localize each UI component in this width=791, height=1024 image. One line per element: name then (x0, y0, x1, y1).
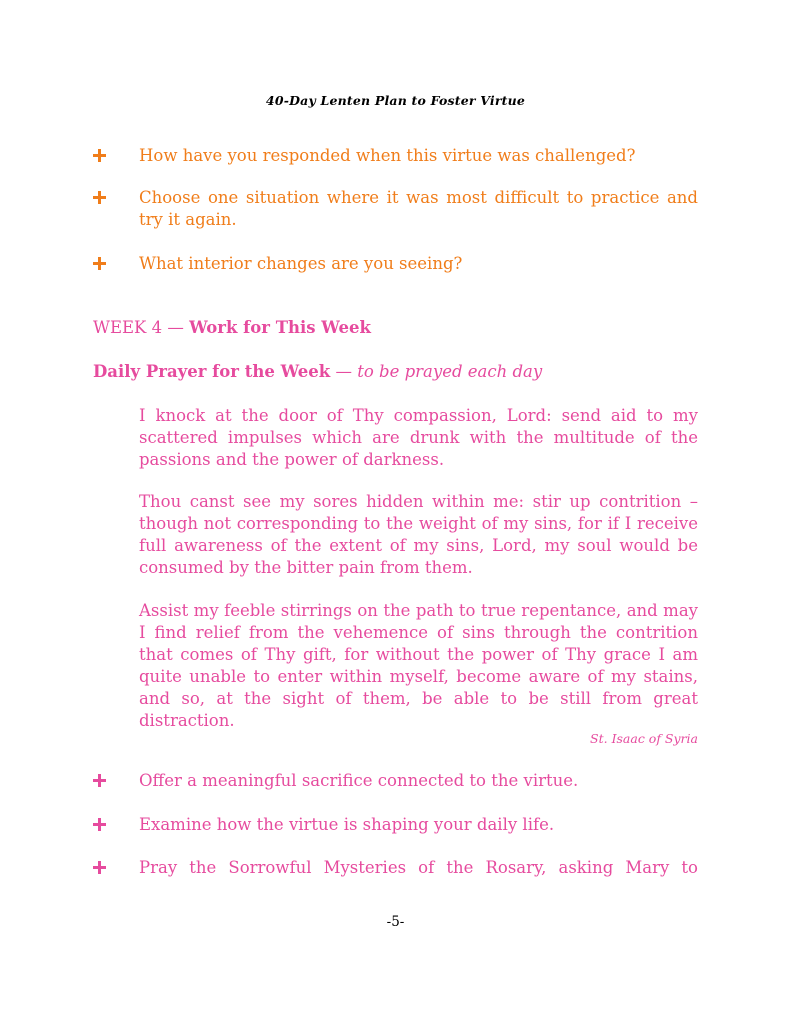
list-item (93, 857, 698, 879)
week-title: Work for This Week (189, 318, 371, 337)
list-item (93, 770, 698, 792)
prayer-title: Daily Prayer for the Week (93, 362, 331, 381)
list-item (93, 814, 698, 836)
bullet-text: What interior changes are you seeing? (139, 254, 463, 273)
cross-bullet-icon (93, 149, 106, 162)
bullet-text: Examine how the virtue is shaping your daily life. (139, 815, 555, 834)
prayer-attribution: St. Isaac of Syria (590, 731, 698, 746)
list-item (93, 145, 698, 167)
prayer-paragraph: Assist my feeble stirrings on the path to true repentance, and may I find relief from the vehemence of sins through the contrition that comes of Thy gift, for without the power of Thy grace I am quite unable to enter within myself, become aware of my stains, and so, at the sight of them, be able to be still from great distraction. (139, 601, 698, 730)
prayer-paragraph: I knock at the door of Thy compassion, Lord: send aid to my scattered impulses which are drunk with the multitude of the passions and the power of darkness. (139, 406, 698, 469)
week-heading (93, 318, 371, 337)
cross-bullet-icon (93, 861, 106, 874)
list-item (93, 187, 698, 231)
cross-bullet-icon (93, 191, 106, 204)
week-prefix: WEEK 4 — (93, 318, 190, 337)
prayer-paragraph: Thou canst see my sores hidden within me: stir up contrition – though not corresponding to the weight of my sins, for if I receive full awareness of the extent of my sins, Lord, my soul would be consumed by the bitter pain from them. (139, 492, 698, 577)
bullet-text: Offer a meaningful sacrifice connected to the virtue. (139, 771, 579, 790)
prayer-subtitle: to be prayed each day (357, 362, 543, 381)
cross-bullet-icon (93, 774, 106, 787)
cross-bullet-icon (93, 257, 106, 270)
bullet-text: How have you responded when this virtue was challenged? (139, 146, 636, 165)
bullet-text: Choose one situation where it was most difficult to practice and try it again. (139, 188, 698, 229)
cross-bullet-icon (93, 818, 106, 831)
page-number: -5- (386, 914, 405, 930)
prayer-heading (93, 362, 542, 381)
list-item (93, 253, 698, 275)
page-header-title: 40-Day Lenten Plan to Foster Virtue (265, 93, 526, 108)
prayer-dash: — (330, 362, 358, 381)
bullet-text: Pray the Sorrowful Mysteries of the Rosary, asking Mary to (139, 858, 698, 877)
